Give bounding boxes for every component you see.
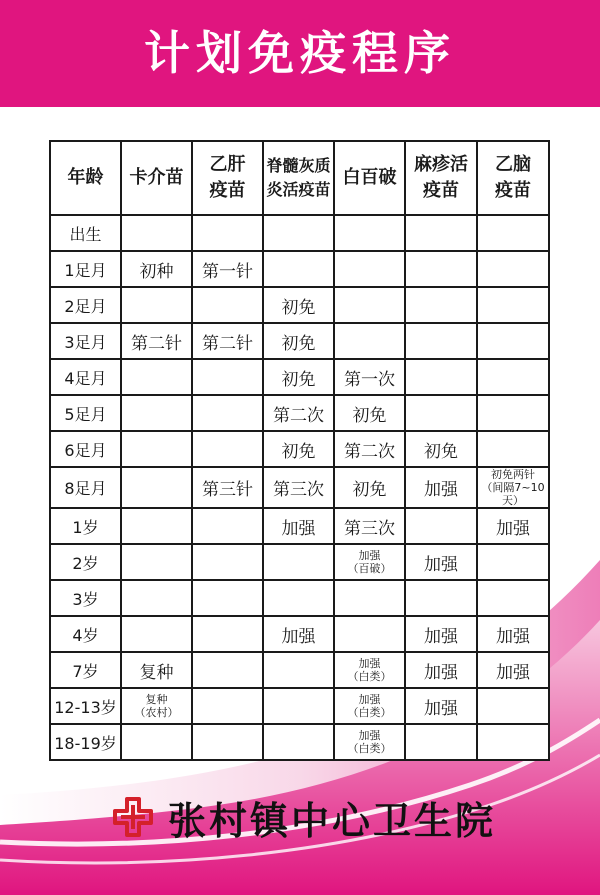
schedule-cell-je [477, 215, 549, 251]
schedule-cell-hepb: 第一针 [192, 251, 263, 287]
schedule-cell-hepb [192, 287, 263, 323]
schedule-cell-polio: 初免 [263, 431, 334, 467]
cell-note: 加强 （百破） [347, 549, 392, 575]
age-cell: 6足月 [50, 431, 121, 467]
table-row [50, 287, 549, 323]
table-row [50, 467, 549, 508]
schedule-cell-bcg [121, 359, 192, 395]
schedule-cell-measles [405, 251, 477, 287]
schedule-cell-je [477, 580, 549, 616]
schedule-cell-polio [263, 688, 334, 724]
schedule-cell-hepb [192, 431, 263, 467]
schedule-cell-je: 加强 [477, 508, 549, 544]
column-header-hepatitis-b: 乙肝 疫苗 [192, 141, 263, 215]
schedule-cell-dpt [334, 688, 405, 724]
schedule-cell-je [477, 359, 549, 395]
age-cell: 3岁 [50, 580, 121, 616]
column-header-polio: 脊髓灰质 炎活疫苗 [263, 141, 334, 215]
schedule-cell-polio: 加强 [263, 616, 334, 652]
schedule-cell-bcg [121, 544, 192, 580]
schedule-cell-hepb [192, 580, 263, 616]
hospital-name: 张村镇中心卫生院 [168, 797, 497, 843]
schedule-cell-bcg: 复种 [121, 652, 192, 688]
cell-note: 复种 （农村） [134, 693, 179, 719]
age-cell: 7岁 [50, 652, 121, 688]
schedule-cell-hepb: 第三针 [192, 467, 263, 508]
schedule-cell-polio: 第三次 [263, 467, 334, 508]
schedule-cell-bcg [121, 467, 192, 508]
schedule-cell-hepb: 第二针 [192, 323, 263, 359]
schedule-cell-polio [263, 652, 334, 688]
schedule-cell-measles: 加强 [405, 467, 477, 508]
schedule-cell-je [477, 724, 549, 760]
table-row [50, 251, 549, 287]
table-row [50, 323, 549, 359]
table-row [50, 580, 549, 616]
column-header-bcg: 卡介苗 [121, 141, 192, 215]
schedule-cell-dpt [334, 323, 405, 359]
schedule-cell-measles: 初免 [405, 431, 477, 467]
age-cell: 出生 [50, 215, 121, 251]
schedule-cell-polio [263, 215, 334, 251]
schedule-cell-measles [405, 724, 477, 760]
schedule-cell-polio: 加强 [263, 508, 334, 544]
schedule-cell-dpt [334, 215, 405, 251]
schedule-cell-dpt [334, 724, 405, 760]
schedule-cell-dpt [334, 287, 405, 323]
schedule-cell-je [477, 688, 549, 724]
schedule-cell-je [477, 467, 549, 508]
schedule-cell-je [477, 251, 549, 287]
column-header-dpt: 白百破 [334, 141, 405, 215]
schedule-cell-measles: 加强 [405, 652, 477, 688]
schedule-cell-polio: 第二次 [263, 395, 334, 431]
cell-note: 加强 （白类） [347, 693, 392, 719]
page-title: 计划免疫程序 [144, 26, 456, 80]
schedule-cell-bcg [121, 287, 192, 323]
schedule-cell-polio [263, 724, 334, 760]
table-header-row [50, 141, 549, 215]
table-row [50, 616, 549, 652]
schedule-cell-bcg [121, 688, 192, 724]
schedule-cell-je [477, 431, 549, 467]
schedule-cell-bcg [121, 395, 192, 431]
cell-note: 加强 （白类） [347, 729, 392, 755]
schedule-cell-hepb [192, 616, 263, 652]
schedule-cell-bcg [121, 616, 192, 652]
immunization-schedule-table [49, 140, 550, 761]
schedule-cell-bcg: 第二针 [121, 323, 192, 359]
schedule-cell-hepb [192, 652, 263, 688]
schedule-cell-measles [405, 323, 477, 359]
table-row [50, 508, 549, 544]
column-header-japanese-encephalitis: 乙脑 疫苗 [477, 141, 549, 215]
age-cell: 1足月 [50, 251, 121, 287]
schedule-cell-je: 加强 [477, 652, 549, 688]
schedule-cell-measles: 加强 [405, 544, 477, 580]
schedule-cell-bcg: 初种 [121, 251, 192, 287]
schedule-cell-hepb [192, 688, 263, 724]
age-cell: 1岁 [50, 508, 121, 544]
schedule-cell-je: 加强 [477, 616, 549, 652]
age-cell: 4足月 [50, 359, 121, 395]
column-header-age: 年龄 [50, 141, 121, 215]
age-cell: 2岁 [50, 544, 121, 580]
table-row [50, 544, 549, 580]
schedule-cell-polio [263, 251, 334, 287]
schedule-cell-polio: 初免 [263, 287, 334, 323]
red-cross-icon [112, 796, 154, 838]
age-cell: 4岁 [50, 616, 121, 652]
schedule-cell-dpt [334, 580, 405, 616]
schedule-cell-bcg [121, 580, 192, 616]
schedule-cell-polio [263, 544, 334, 580]
table-row [50, 395, 549, 431]
schedule-cell-dpt [334, 544, 405, 580]
schedule-cell-measles [405, 508, 477, 544]
table-row [50, 688, 549, 724]
column-header-measles: 麻疹活 疫苗 [405, 141, 477, 215]
schedule-cell-dpt: 初免 [334, 395, 405, 431]
schedule-cell-polio: 初免 [263, 359, 334, 395]
schedule-cell-hepb [192, 508, 263, 544]
schedule-cell-bcg [121, 431, 192, 467]
schedule-cell-measles [405, 395, 477, 431]
schedule-cell-dpt: 第二次 [334, 431, 405, 467]
schedule-cell-dpt [334, 616, 405, 652]
schedule-cell-bcg [121, 215, 192, 251]
schedule-cell-measles [405, 215, 477, 251]
schedule-cell-je [477, 544, 549, 580]
footer-hospital [112, 790, 496, 844]
schedule-cell-dpt: 第三次 [334, 508, 405, 544]
schedule-cell-measles: 加强 [405, 616, 477, 652]
table-row [50, 431, 549, 467]
schedule-cell-measles [405, 287, 477, 323]
schedule-cell-hepb [192, 724, 263, 760]
schedule-cell-bcg [121, 724, 192, 760]
schedule-cell-bcg [121, 508, 192, 544]
schedule-cell-dpt: 第一次 [334, 359, 405, 395]
table-row [50, 359, 549, 395]
cell-note: 加强 （白类） [347, 657, 392, 683]
table-row [50, 652, 549, 688]
cell-note: 初免两针 （间隔7~10天） [481, 468, 545, 507]
schedule-cell-measles: 加强 [405, 688, 477, 724]
schedule-cell-polio: 初免 [263, 323, 334, 359]
age-cell: 3足月 [50, 323, 121, 359]
schedule-cell-measles [405, 580, 477, 616]
schedule-cell-hepb [192, 395, 263, 431]
age-cell: 12-13岁 [50, 688, 121, 724]
schedule-cell-dpt: 初免 [334, 467, 405, 508]
schedule-cell-polio [263, 580, 334, 616]
schedule-cell-je [477, 287, 549, 323]
schedule-cell-dpt [334, 251, 405, 287]
table-row [50, 215, 549, 251]
age-cell: 2足月 [50, 287, 121, 323]
age-cell: 18-19岁 [50, 724, 121, 760]
age-cell: 8足月 [50, 467, 121, 508]
schedule-cell-dpt [334, 652, 405, 688]
schedule-cell-je [477, 395, 549, 431]
age-cell: 5足月 [50, 395, 121, 431]
schedule-cell-je [477, 323, 549, 359]
schedule-cell-hepb [192, 359, 263, 395]
table-row [50, 724, 549, 760]
schedule-cell-hepb [192, 544, 263, 580]
schedule-cell-measles [405, 359, 477, 395]
schedule-cell-hepb [192, 215, 263, 251]
